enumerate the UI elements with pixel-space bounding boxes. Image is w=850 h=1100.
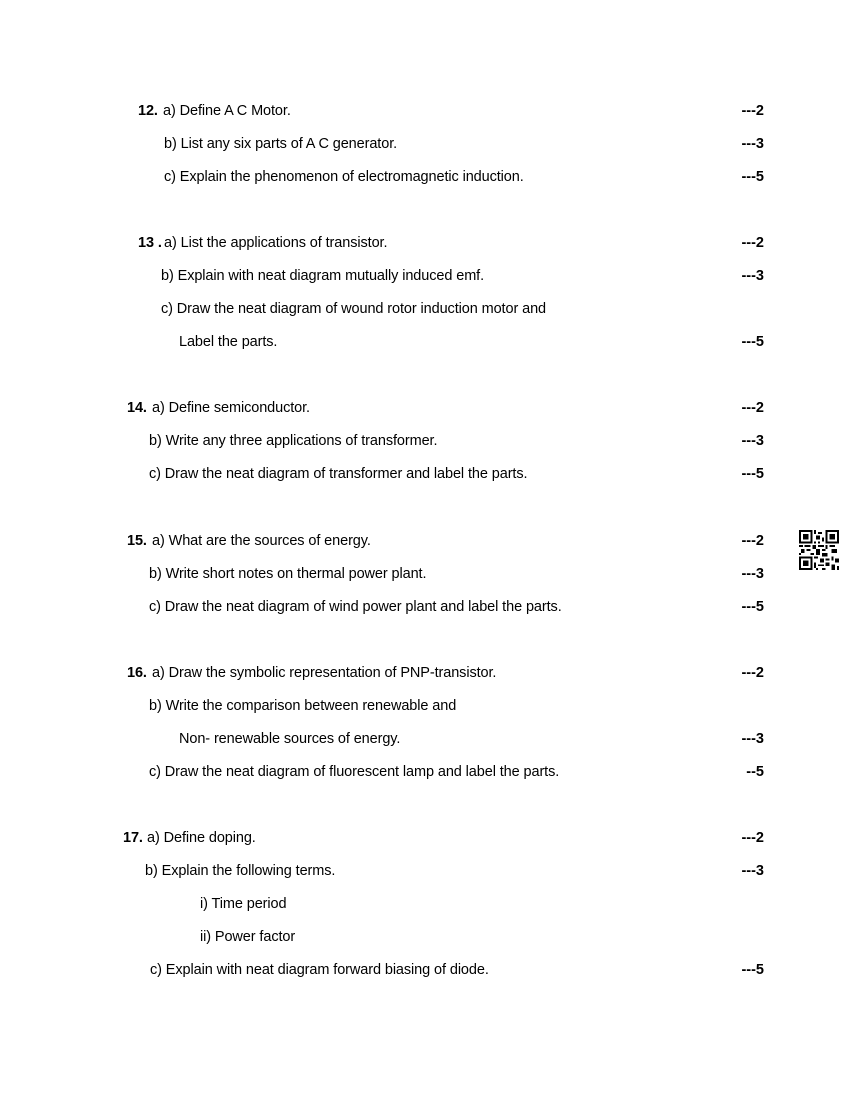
- question-13c-marks: ---5: [741, 334, 764, 350]
- question-14b-text: b) Write any three applications of transformer.: [149, 433, 438, 449]
- question-17b-term-2: ii) Power factor: [200, 929, 296, 945]
- question-14b-marks: ---3: [741, 433, 764, 449]
- question-13a-marks: ---2: [741, 235, 764, 251]
- question-14a-text: a) Define semiconductor.: [152, 400, 310, 416]
- question-13c-continuation: Label the parts.: [179, 334, 278, 350]
- question-16b-marks: ---3: [741, 731, 764, 747]
- question-16c-marks: --5: [746, 764, 764, 780]
- question-15c-text: c) Draw the neat diagram of wind power plant and label the parts.: [149, 599, 562, 615]
- qr-code-icon: [799, 530, 839, 570]
- question-16a-marks: ---2: [741, 665, 764, 681]
- question-15a-text: a) What are the sources of energy.: [152, 533, 371, 549]
- question-16a-text: a) Draw the symbolic representation of PNP-transistor.: [152, 665, 497, 681]
- question-12b-marks: ---3: [741, 136, 764, 152]
- question-17-number: 17.: [123, 830, 143, 846]
- question-12a-text: a) Define A C Motor.: [163, 103, 291, 119]
- question-14c-text: c) Draw the neat diagram of transformer and label the parts.: [149, 466, 528, 482]
- question-16b-text: b) Write the comparison between renewable and: [149, 698, 457, 714]
- question-13c-text: c) Draw the neat diagram of wound rotor induction motor and: [161, 301, 546, 317]
- question-17c-marks: ---5: [741, 962, 764, 978]
- question-13b-text: b) Explain with neat diagram mutually induced emf.: [161, 268, 485, 284]
- question-14c-marks: ---5: [741, 466, 764, 482]
- question-16-number: 16.: [127, 665, 147, 681]
- question-16c-text: c) Draw the neat diagram of fluorescent lamp and label the parts.: [149, 764, 560, 780]
- question-17b-text: b) Explain the following terms.: [145, 863, 336, 879]
- question-16b-continuation: Non- renewable sources of energy.: [179, 731, 401, 747]
- question-15-number: 15.: [127, 533, 147, 549]
- question-15a-marks: ---2: [741, 533, 764, 549]
- question-12c-marks: ---5: [741, 169, 764, 185]
- question-12a-marks: ---2: [741, 103, 764, 119]
- question-15b-text: b) Write short notes on thermal power plant.: [149, 566, 427, 582]
- question-13-number: 13 .: [138, 235, 162, 251]
- question-15b-marks: ---3: [741, 566, 764, 582]
- question-13b-marks: ---3: [741, 268, 764, 284]
- question-17b-term-1: i) Time period: [200, 896, 287, 912]
- question-14a-marks: ---2: [741, 400, 764, 416]
- question-15c-marks: ---5: [741, 599, 764, 615]
- question-14-number: 14.: [127, 400, 147, 416]
- question-12b-text: b) List any six parts of A C generator.: [164, 136, 398, 152]
- question-17a-text: a) Define doping.: [147, 830, 256, 846]
- question-12-number: 12.: [138, 103, 158, 119]
- question-17c-text: c) Explain with neat diagram forward biasing of diode.: [150, 962, 489, 978]
- question-12c-text: c) Explain the phenomenon of electromagnetic induction.: [164, 169, 524, 185]
- question-17b-marks: ---3: [741, 863, 764, 879]
- question-17a-marks: ---2: [741, 830, 764, 846]
- question-13a-text: a) List the applications of transistor.: [164, 235, 388, 251]
